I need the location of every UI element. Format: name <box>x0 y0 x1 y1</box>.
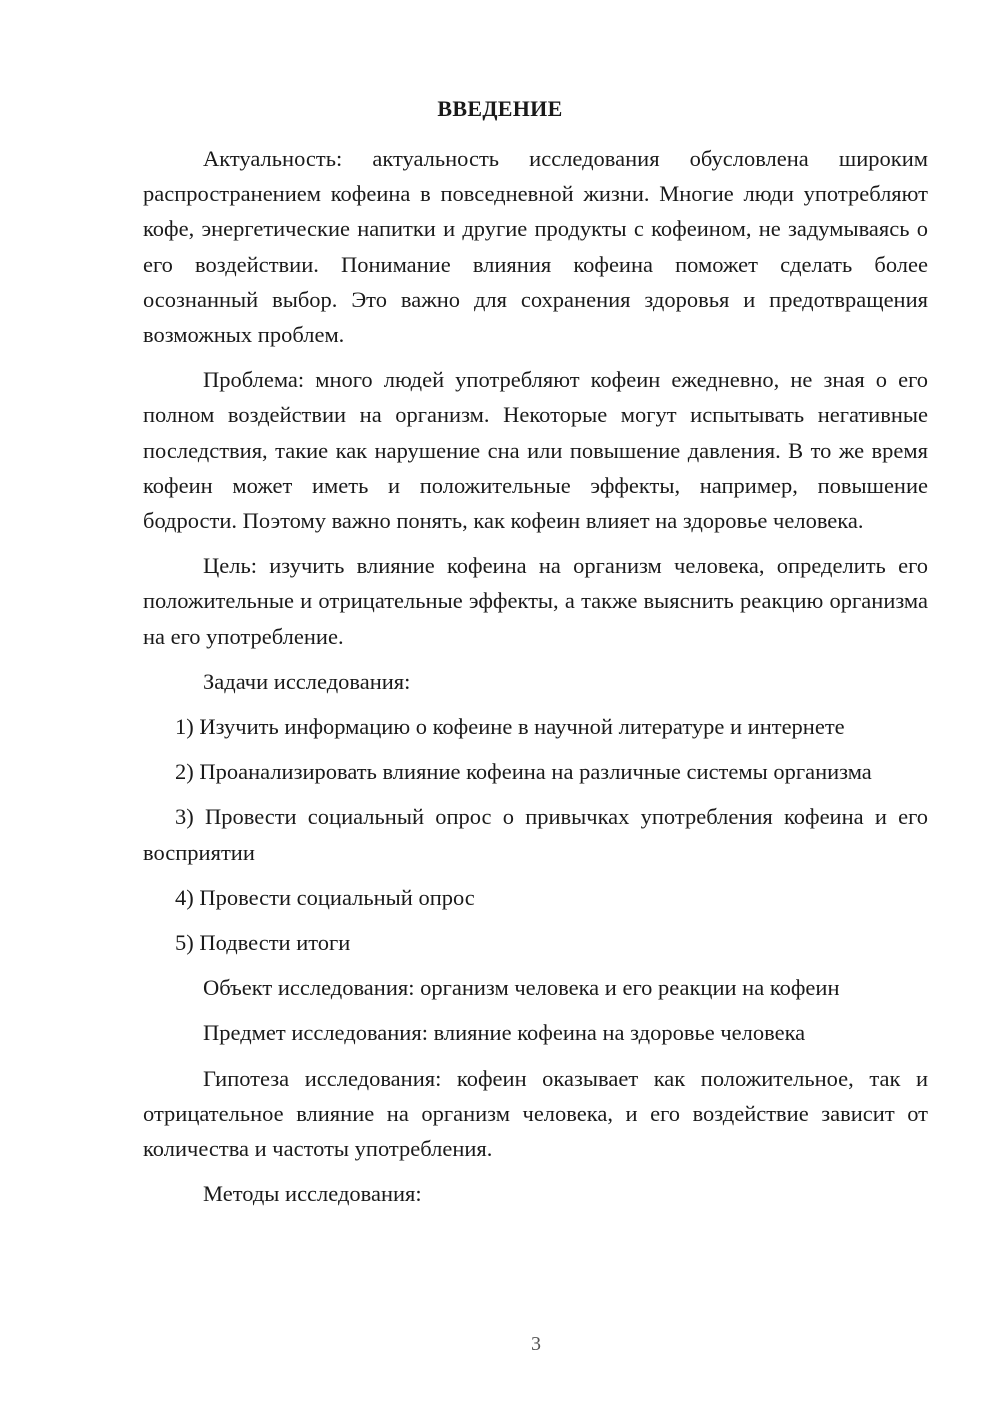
tasks-title: Задачи исследования: <box>203 668 411 694</box>
task-item-4: 4) Провести социальный опрос <box>175 884 475 910</box>
page-heading <box>36 96 1000 122</box>
task-item-3: 3) Провести социальный опрос о привычках употребления кофеина и его восприятии <box>143 804 928 865</box>
paragraph-problem: Проблема: много людей употребляют кофеин ежедневно, не зная о его полном воздействии на организм. Некоторые могут испытывать негативные последствия, такие как нарушение сна или повышение давления. В то же время кофеин может иметь и положительные эффекты, например, повышение бодрости. Поэтому важно понять, как кофеин влияет на здоровье человека. <box>143 367 928 534</box>
paragraph-relevance: Актуальность: актуальность исследования обусловлена широким распространением кофеина в повседневной жизни. Многие люди употребляют кофе, энергетические напитки и другие продукты с кофеином, не задумываясь о его воздействии. Понимание влияния кофеина поможет сделать более осознанный выбор. Это важно для сохранения здоровья и предотвращения возможных проблем. <box>143 146 928 348</box>
heading-text: ВВЕДЕНИЕ <box>437 96 563 121</box>
task-item-5: 5) Подвести итоги <box>175 930 351 956</box>
document-body <box>143 141 928 1221</box>
task-item-1: 1) Изучить информацию о кофеине в научной литературе и интернете <box>175 714 845 740</box>
paragraph-hypothesis: Гипотеза исследования: кофеин оказывает как положительное, так и отрицательное влияние на организм человека, и его воздействие зависит от количества и частоты употребления. <box>143 1065 928 1162</box>
page-number: 3 <box>531 1333 541 1355</box>
paragraph-object: Объект исследования: организм человека и его реакции на кофеин <box>203 975 840 1001</box>
methods-title: Методы исследования: <box>203 1181 422 1207</box>
paragraph-subject: Предмет исследования: влияние кофеина на здоровье человека <box>203 1020 806 1046</box>
task-item-2: 2) Проанализировать влияние кофеина на различные системы организма <box>175 759 872 785</box>
paragraph-goal: Цель: изучить влияние кофеина на организм человека, определить его положительные и отрицательные эффекты, а также выяснить реакцию организма на его употребление. <box>143 553 928 649</box>
